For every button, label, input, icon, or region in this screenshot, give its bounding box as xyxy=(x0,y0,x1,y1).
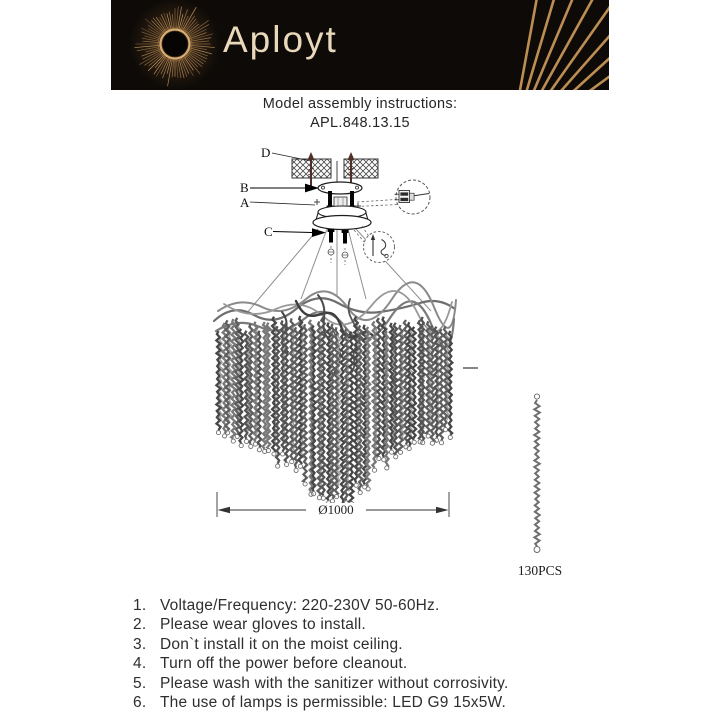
single-strand-part xyxy=(534,394,540,553)
instruction-item: Please wear gloves to install. xyxy=(160,616,366,634)
part-label-a: A xyxy=(240,195,250,210)
dimension-label: Ø1000 xyxy=(308,503,364,517)
strand-count-label: 130PCS xyxy=(517,563,563,578)
model-number: APL.848.13.15 xyxy=(310,115,410,131)
wire-connector-callout xyxy=(357,180,430,214)
instruction-item: The use of lamps is permissible: LED G9 15x5W. xyxy=(160,694,507,712)
screw xyxy=(329,231,333,243)
screw xyxy=(343,232,347,244)
instruction-item: Please wash with the sanitizer without corrosivity. xyxy=(160,674,509,692)
part-label-c: C xyxy=(264,224,273,239)
chandelier-strands xyxy=(216,316,452,508)
part-label-b: B xyxy=(240,180,249,195)
instructions-list xyxy=(133,596,508,712)
brand-wordmark: Aployt xyxy=(223,19,338,60)
pin-hook-callout xyxy=(354,226,395,263)
screw xyxy=(350,191,354,206)
instruction-item: Turn off the power before cleanout. xyxy=(160,655,408,673)
instruction-item: Voltage/Frequency: 220-230V 50-60Hz. xyxy=(160,597,440,614)
ceiling-block xyxy=(344,159,378,178)
page-title: Model assembly instructions: xyxy=(262,96,458,112)
screw xyxy=(328,191,332,206)
canopy-flange xyxy=(313,216,371,230)
suspension-cables xyxy=(246,224,431,314)
instruction-item: Don`t install it on the moist ceiling. xyxy=(160,635,403,653)
part-label-d: D xyxy=(261,145,271,160)
